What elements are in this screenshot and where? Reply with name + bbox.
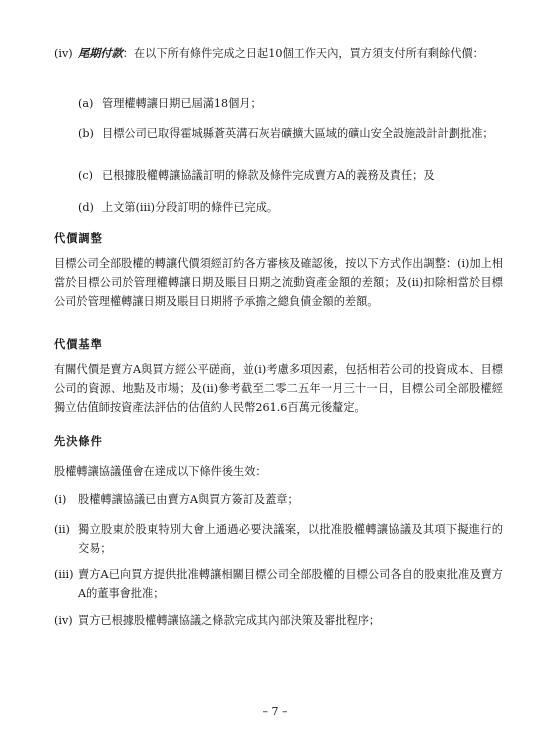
condition-text: 獨立股東於股東特別大會上通過必要決議案，以批准股權轉讓協議及其項下擬進行的交易；: [78, 523, 503, 555]
section-heading-adjustment: 代價調整: [54, 232, 103, 245]
sub-condition-marker: (c): [78, 169, 93, 182]
sub-condition-marker: (b): [78, 127, 94, 140]
basis-paragraph: 有關代價是賣方A與買方經公平磋商，並(i)考慮多項因素，包括相若公司的投資成本、目標公司的資源、地點及市場；及(ii)參考截至二零二五年一月三十一日，目標公司全部股權經獨立估值師按資產法評估的估值約人民幣261.6百萬元後釐定。: [54, 363, 503, 414]
condition-text: 賣方A已向買方提供批准轉讓相關目標公司全部股權的目標公司各自的股東批准及賣方A的董事會批准；: [78, 568, 503, 600]
sub-condition-c: [78, 166, 503, 185]
clause-body: ：在以下所有條件完成之日起10個工作天內，買方須支付所有剩餘代價：: [122, 47, 484, 60]
condition-marker: (iv): [54, 614, 73, 627]
page-number: – 7 –: [262, 705, 288, 718]
condition-item-iii: [54, 565, 503, 603]
section-heading-basis: 代價基準: [54, 338, 103, 351]
condition-text: 股權轉讓協議已由賣方A與買方簽訂及蓋章；: [78, 493, 299, 506]
condition-text: 買方已根據股權轉讓協議之條款完成其內部決策及審批程序；: [78, 614, 381, 627]
sub-condition-text: 管理權轉讓日期已屆滿18個月；: [102, 97, 262, 110]
sub-condition-d: [78, 198, 503, 217]
clause-marker: (iv): [54, 47, 73, 60]
clause-term: 尾期付款: [78, 46, 123, 60]
sub-condition-b: [78, 124, 503, 143]
condition-item-iv: [54, 611, 503, 630]
final-payment-clause: [54, 44, 503, 63]
sub-condition-text: 已根據股權轉讓協議訂明的條款及條件完成賣方A的義務及責任；及: [102, 169, 435, 182]
adjustment-paragraph: 目標公司全部股權的轉讓代價須經訂約各方審核及確認後，按以下方式作出調整：(i)加上相當於目標公司於管理權轉讓日期及賬目日期之流動資產金額的差額；及(ii)扣除相當於目標公司於管理權轉讓日期及賬目日期將予承擔之總負債金額的差額。: [54, 257, 503, 308]
condition-marker: (ii): [54, 523, 70, 536]
sub-condition-text: 上文第(iii)分段訂明的條件已完成。: [102, 201, 279, 214]
sub-condition-text: 目標公司已取得霍城縣蒼英溝石灰岩礦擴大區域的礦山安全設施設計計劃批准；: [102, 127, 494, 140]
section-heading-conditions: 先決條件: [54, 435, 103, 448]
condition-marker: (iii): [54, 568, 74, 581]
sub-condition-marker: (a): [78, 97, 94, 110]
clause-text: [78, 44, 503, 63]
condition-marker: (i): [54, 493, 67, 506]
conditions-intro: 股權轉讓協議僅會在達成以下條件後生效：: [54, 465, 267, 478]
sub-condition-marker: (d): [78, 201, 94, 214]
sub-condition-a: [78, 94, 503, 113]
condition-item-ii: [54, 520, 503, 558]
condition-item-i: [54, 490, 503, 509]
